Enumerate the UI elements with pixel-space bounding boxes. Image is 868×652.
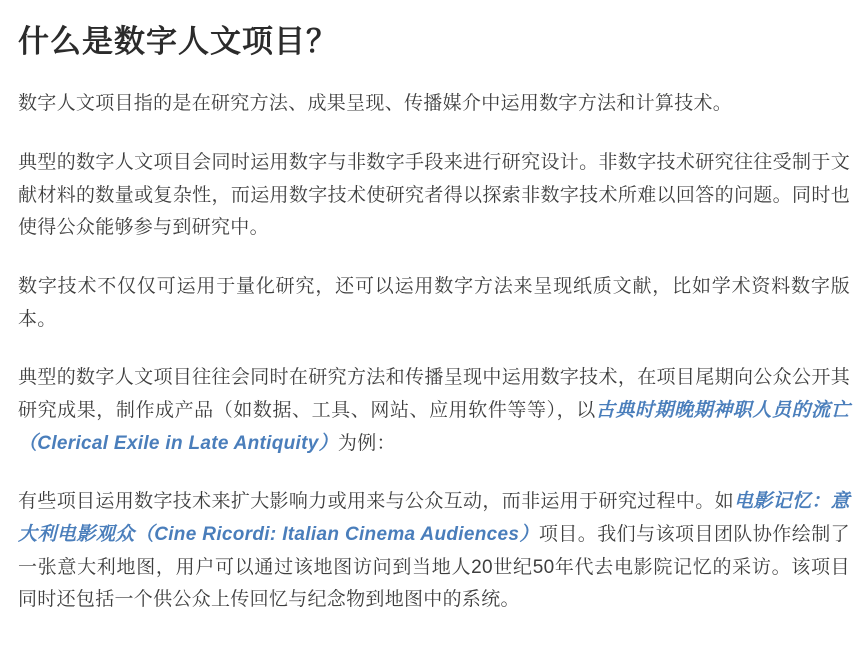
paragraph [18, 362, 850, 460]
project-reference-link[interactable]: 古典时期晚期神职人员的流亡（Clerical Exile in Late Antiquity） [18, 400, 850, 454]
paragraph [18, 486, 850, 617]
page-title: 什么是数字人文项目？ [18, 24, 338, 59]
paragraph-text: 数字技术不仅仅可运用于量化研究，还可以运用数字方法来呈现纸质文献，比如学术资料数字版本。 [18, 275, 850, 330]
paragraph-text: 数字人文项目指的是在研究方法、成果呈现、传播媒介中运用数字方法和计算技术。 [18, 93, 733, 115]
paragraph-text: 为例： [337, 432, 396, 454]
paragraph [18, 271, 850, 336]
paragraph-text: 典型的数字人文项目会同时运用数字与非数字手段来进行研究设计。非数字技术研究往往受制于文献材料的数量或复杂性，而运用数字技术使研究者得以探索非数字技术所难以回答的问题。同时也使得公众能够参与到研究中。 [18, 151, 850, 239]
project-reference-link[interactable]: 电影记忆：意大利电影观众（Cine Ricordi: Italian Cinema Audiences） [18, 491, 850, 546]
paragraph [18, 88, 850, 121]
paragraph-text: 有些项目运用数字技术来扩大影响力或用来与公众互动，而非运用于研究过程中。如 [18, 491, 734, 513]
paragraph-text: 典型的数字人文项目往往会同时在研究方法和传播呈现中运用数字技术，在项目尾期向公众公开其研究成果，制作成产品（如数据、工具、网站、应用软件等等），以 [18, 367, 850, 421]
article-body [18, 88, 850, 617]
paragraph [18, 147, 850, 245]
paragraph-text: 项目。我们与该项目团队协作绘制了一张意大利地图，用户可以通过该地图访问到当地人20世纪50年代去电影院记忆的采访。该项目同时还包括一个供公众上传回忆与纪念物到地图中的系统。 [18, 524, 850, 611]
